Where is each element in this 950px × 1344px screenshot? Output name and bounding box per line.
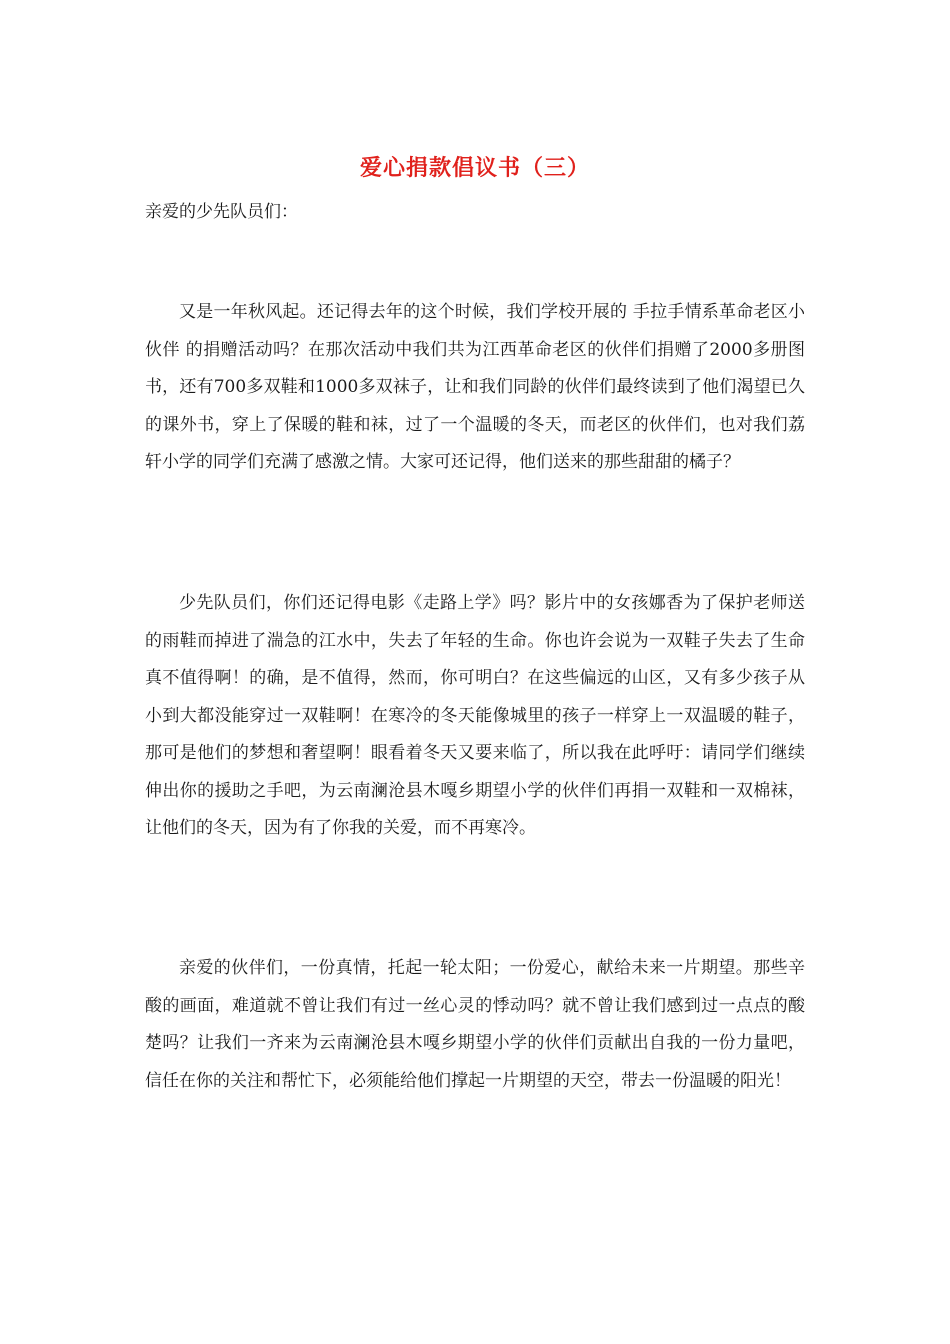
paragraph-3: 亲爱的伙伴们，一份真情，托起一轮太阳；一份爱心，献给未来一片期望。那些辛酸的画面，难道就不曾让我们有过一丝心灵的悸动吗？就不曾让我们感到过一点点的酸楚吗？让我们一齐来为云南澜沧县木嘎乡期望小学的伙伴们贡献出自我的一份力量吧，信任在你的关注和帮忙下，必须能给他们撑起一片期望的天空，带去一份温暖的阳光！	[145, 958, 805, 1091]
salutation: 亲爱的少先队员们：	[145, 202, 298, 222]
paragraph-1: 又是一年秋风起。还记得去年的这个时候，我们学校开展的 手拉手情系革命老区小伙伴 的捐赠活动吗？在那次活动中我们共为江西革命老区的伙伴们捐赠了2000多册图书，还有700多双鞋和1000多双袜子，让和我们同龄的伙伴们最终读到了他们渴望已久的课外书，穿上了保暖的鞋和袜，过了一个温暖的冬天，而老区的伙伴们，也对我们荔轩小学的同学们充满了感激之情。大家可还记得，他们送来的那些甜甜的橘子？	[145, 302, 805, 472]
paragraph-2: 少先队员们，你们还记得电影《走路上学》吗？影片中的女孩娜香为了保护老师送的雨鞋而掉进了湍急的江水中，失去了年轻的生命。你也许会说为一双鞋子失去了生命真不值得啊！的确，是不值得，然而，你可明白？在这些偏远的山区，又有多少孩子从小到大都没能穿过一双鞋啊！在寒冷的冬天能像城里的孩子一样穿上一双温暖的鞋子，那可是他们的梦想和奢望啊！眼看着冬天又要来临了，所以我在此呼吁：请同学们继续伸出你的援助之手吧，为云南澜沧县木嘎乡期望小学的伙伴们再捐一双鞋和一双棉袜，让他们的冬天，因为有了你我的关爱，而不再寒冷。	[145, 593, 805, 838]
document-title: 爱心捐款倡议书（三）	[359, 156, 590, 181]
